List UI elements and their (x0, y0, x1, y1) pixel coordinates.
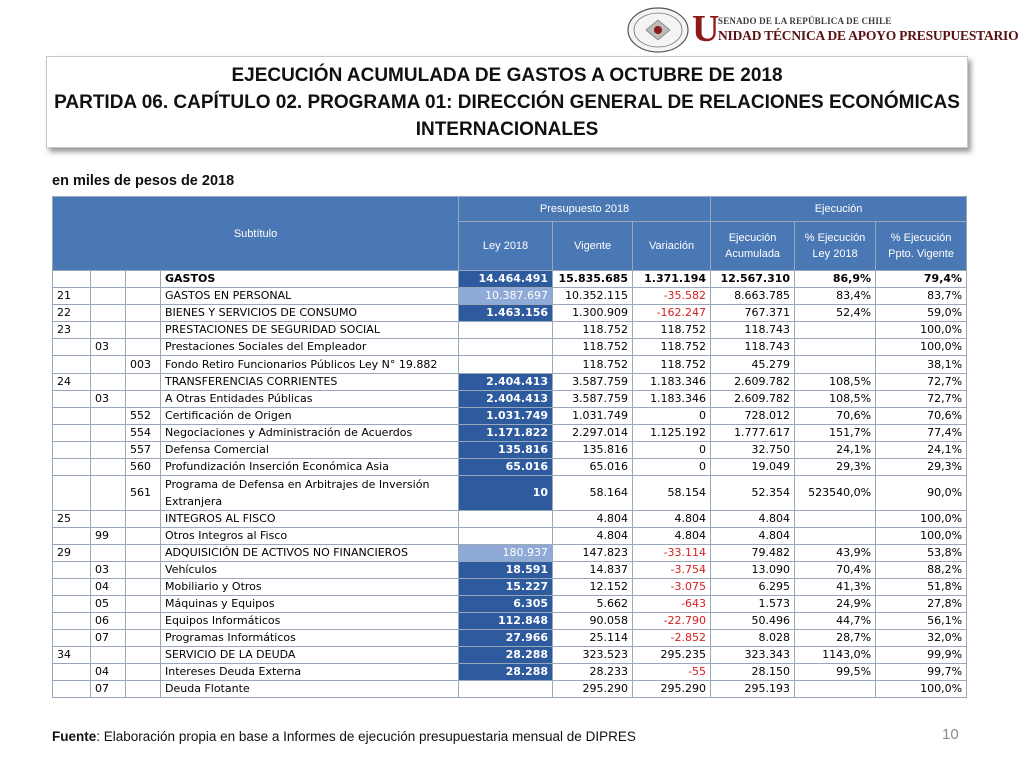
source-label: Fuente (52, 729, 97, 744)
table-row: 003 Fondo Retiro Funcionarios Públicos Ley N° 19.882 118.752 118.752 45.279 38,1% (53, 356, 967, 374)
unidad-tecnica-logo (626, 6, 1018, 56)
table-row: GASTOS 14.464.491 15.835.685 1.371.194 12.567.310 86,9% 79,4% (53, 271, 967, 288)
table-row: 06 Equipos Informáticos 112.848 90.058 -22.790 50.496 44,7% 56,1% (53, 613, 967, 630)
title-line-1: EJECUCIÓN ACUMULADA DE GASTOS A OCTUBRE DE 2018 (231, 65, 783, 86)
header-ejecucion: Ejecución (711, 197, 967, 222)
table-row: 561 Programa de Defensa en Arbitrajes de Inversión Extranjera 10 58.164 58.154 52.354 523540,0% 90,0% (53, 476, 967, 511)
page-number: 10 (942, 726, 959, 743)
row-name: INTEGROS AL FISCO (161, 511, 459, 528)
senado-seal-icon (626, 6, 690, 54)
table-row: 34 SERVICIO DE LA DEUDA 28.288 323.523 295.235 323.343 1143,0% 99,9% (53, 647, 967, 664)
table-row: 04 Mobiliario y Otros 15.227 12.152 -3.075 6.295 41,3% 51,8% (53, 579, 967, 596)
logo-letter: U (692, 8, 720, 50)
header-vigente: Vigente (553, 222, 633, 271)
header-pct-vigente: % Ejecución Ppto. Vigente (876, 222, 967, 271)
logo-senado-text: SENADO DE LA REPÚBLICA DE CHILE (718, 16, 892, 26)
row-name: TRANSFERENCIAS CORRIENTES (161, 374, 459, 391)
table-row: 22 BIENES Y SERVICIOS DE CONSUMO 1.463.156 1.300.909 -162.247 767.371 52,4% 59,0% (53, 305, 967, 322)
row-name: Máquinas y Equipos (161, 596, 459, 613)
table-row: 554 Negociaciones y Administración de Acuerdos 1.171.822 2.297.014 1.125.192 1.777.617 151,7% 77,4% (53, 425, 967, 442)
table-row: 557 Defensa Comercial 135.816 135.816 0 32.750 24,1% 24,1% (53, 442, 967, 459)
budget-execution-table (52, 196, 967, 698)
row-name: Mobiliario y Otros (161, 579, 459, 596)
header-variacion: Variación (633, 222, 711, 271)
row-name: BIENES Y SERVICIOS DE CONSUMO (161, 305, 459, 322)
header-presupuesto: Presupuesto 2018 (459, 197, 711, 222)
source-note (52, 729, 636, 744)
table-row: 552 Certificación de Origen 1.031.749 1.031.749 0 728.012 70,6% 70,6% (53, 408, 967, 425)
header-pct-ley: % Ejecución Ley 2018 (795, 222, 876, 271)
table-row: 03 A Otras Entidades Públicas 2.404.413 3.587.759 1.183.346 2.609.782 108,5% 72,7% (53, 391, 967, 408)
source-text: : Elaboración propia en base a Informes de ejecución presupuestaria mensual de DIPRES (96, 729, 636, 744)
table-row: 04 Intereses Deuda Externa 28.288 28.233 -55 28.150 99,5% 99,7% (53, 664, 967, 681)
row-name: Certificación de Origen (161, 408, 459, 425)
row-name: Defensa Comercial (161, 442, 459, 459)
table-row: 560 Profundización Inserción Económica Asia 65.016 65.016 0 19.049 29,3% 29,3% (53, 459, 967, 476)
row-name: Programas Informáticos (161, 630, 459, 647)
row-name: ADQUISICIÓN DE ACTIVOS NO FINANCIEROS (161, 545, 459, 562)
table-row: 99 Otros Integros al Fisco 4.804 4.804 4.804 100,0% (53, 528, 967, 545)
header-ejecucion-acumulada: Ejecución Acumulada (711, 222, 795, 271)
logo-unidad-text: NIDAD TÉCNICA DE APOYO PRESUPUESTARIO (718, 28, 1019, 43)
unit-label: en miles de pesos de 2018 (52, 173, 235, 189)
table-row: 07 Deuda Flotante 295.290 295.290 295.193 100,0% (53, 681, 967, 698)
table-row: 07 Programas Informáticos 27.966 25.114 -2.852 8.028 28,7% 32,0% (53, 630, 967, 647)
row-name: Negociaciones y Administración de Acuerdos (161, 425, 459, 442)
row-name: GASTOS EN PERSONAL (161, 288, 459, 305)
row-name: Programa de Defensa en Arbitrajes de Inversión Extranjera (161, 476, 459, 511)
title-line-3: INTERNACIONALES (415, 119, 599, 140)
row-name: Vehículos (161, 562, 459, 579)
row-name: Equipos Informáticos (161, 613, 459, 630)
slide-title (46, 56, 968, 148)
table-row: 21 GASTOS EN PERSONAL 10.387.697 10.352.115 -35.582 8.663.785 83,4% 83,7% (53, 288, 967, 305)
table-row: 29 ADQUISICIÓN DE ACTIVOS NO FINANCIEROS 180.937 147.823 -33.114 79.482 43,9% 53,8% (53, 545, 967, 562)
table-row: 03 Vehículos 18.591 14.837 -3.754 13.090 70,4% 88,2% (53, 562, 967, 579)
row-name: Deuda Flotante (161, 681, 459, 698)
row-name: Profundización Inserción Económica Asia (161, 459, 459, 476)
title-line-2: PARTIDA 06. CAPÍTULO 02. PROGRAMA 01: DIRECCIÓN GENERAL DE RELACIONES ECONÓMICAS (54, 92, 960, 113)
table-row: 05 Máquinas y Equipos 6.305 5.662 -643 1.573 24,9% 27,8% (53, 596, 967, 613)
table-row: 24 TRANSFERENCIAS CORRIENTES 2.404.413 3.587.759 1.183.346 2.609.782 108,5% 72,7% (53, 374, 967, 391)
row-name: Prestaciones Sociales del Empleador (161, 339, 459, 356)
table-row: 03 Prestaciones Sociales del Empleador 118.752 118.752 118.743 100,0% (53, 339, 967, 356)
row-name: SERVICIO DE LA DEUDA (161, 647, 459, 664)
table-row: 23 PRESTACIONES DE SEGURIDAD SOCIAL 118.752 118.752 118.743 100,0% (53, 322, 967, 339)
row-name: Fondo Retiro Funcionarios Públicos Ley N° 19.882 (161, 356, 459, 374)
row-name: PRESTACIONES DE SEGURIDAD SOCIAL (161, 322, 459, 339)
header-ley-2018: Ley 2018 (459, 222, 553, 271)
table-row: 25 INTEGROS AL FISCO 4.804 4.804 4.804 100,0% (53, 511, 967, 528)
row-name: Intereses Deuda Externa (161, 664, 459, 681)
row-name: GASTOS (161, 271, 459, 288)
header-subtitulo: Subtítulo (53, 197, 459, 271)
row-name: A Otras Entidades Públicas (161, 391, 459, 408)
row-name: Otros Integros al Fisco (161, 528, 459, 545)
